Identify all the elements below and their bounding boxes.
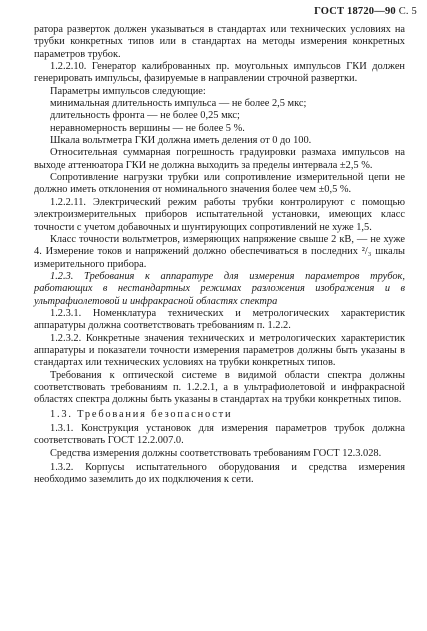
page-header bbox=[314, 6, 417, 17]
paragraph: Шкала вольтметра ГКИ должна иметь деления от 0 до 100. bbox=[50, 135, 312, 147]
list-item: минимальная длительность импульса — не более 2,5 мкс; bbox=[50, 98, 307, 110]
paragraph: Параметры импульсов следующие: bbox=[50, 85, 206, 97]
page-number: С. 5 bbox=[398, 6, 417, 17]
section-heading: 1.3. Требования безопасности bbox=[50, 408, 233, 420]
paragraph: Средства измерения должны соответствовать требованиям ГОСТ 12.3.028. bbox=[50, 447, 382, 459]
list-item: неравномерность вершины — не более 5 %. bbox=[50, 122, 245, 134]
paragraph: 1.3.2. Корпусы испытательного оборудования и средства измерения необходимо заземлить до их подключения к сети. bbox=[34, 462, 405, 486]
paragraph: Сопротивление нагрузки трубки или сопротивление измерительной цепи не должно иметь отклонения от номинального значения более чем ±0,5 %. bbox=[34, 172, 405, 196]
standard-number: ГОСТ 18720—90 bbox=[314, 6, 396, 17]
paragraph: ратора разверток должен указываться в стандартах или технических условиях на трубки конкретных типов или в стандартах на методы измерения конкретных параметров трубок. bbox=[34, 24, 405, 60]
paragraph: Относительная суммарная погрешность градуировки размаха импульсов на выходе аттенюатора ГКИ не должна выходить за пределы интервала ±2,5 %. bbox=[34, 147, 405, 171]
paragraph: 1.2.2.11. Электрический режим работы трубки контролируют с помощью электроизмерительных приборов испытательной установки, имеющих класс точности с учетом добавочных и шунтирующих сопротивлений не хуже 1,5. bbox=[34, 196, 405, 233]
paragraph: 1.2.3.1. Номенклатура технических и метрологических характеристик аппаратуры должна соответствовать требованиям п. 1.2.2. bbox=[34, 307, 405, 332]
paragraph: 1.3.1. Конструкция установок для измерения параметров трубок должна соответствовать ГОСТ 12.2.007.0. bbox=[34, 423, 405, 447]
paragraph: Класс точности вольтметров, измеряющих напряжение свыше 2 кВ, — не хуже 4. Измерение токов и напряжений должно обеспечиваться в последних ²/₃ шкалы измерительного прибора. bbox=[34, 233, 405, 270]
document-body bbox=[34, 24, 405, 487]
paragraph: 1.2.3.2. Конкретные значения технических и метрологических характеристик аппаратуры и показатели точности измерения параметров должны быть указаны в стандартах или технических условиях на трубки конкретных типов. bbox=[34, 332, 405, 369]
list-item: длительность фронта — не более 0,25 мкс; bbox=[50, 110, 240, 122]
paragraph: 1.2.2.10. Генератор калиброванных пр. моугольных импульсов ГКИ должен генерировать импульсы, фазируемые в направлении строчной развертки. bbox=[34, 61, 405, 85]
paragraph: Требования к оптической системе в видимой области спектра должны соответствовать требованиям п. 1.2.2.1, а в ультрафиолетовой и инфракрасной областях спектра должны быть указаны в стандартах на трубки конкретных типов. bbox=[34, 369, 405, 406]
section-heading: 1.2.3. Требования к аппаратуре для измерения параметров трубок, работающих в нестандартных режимах разложения изображения и в ультрафиолетовой и инфракрасной областях спектра bbox=[34, 270, 405, 307]
